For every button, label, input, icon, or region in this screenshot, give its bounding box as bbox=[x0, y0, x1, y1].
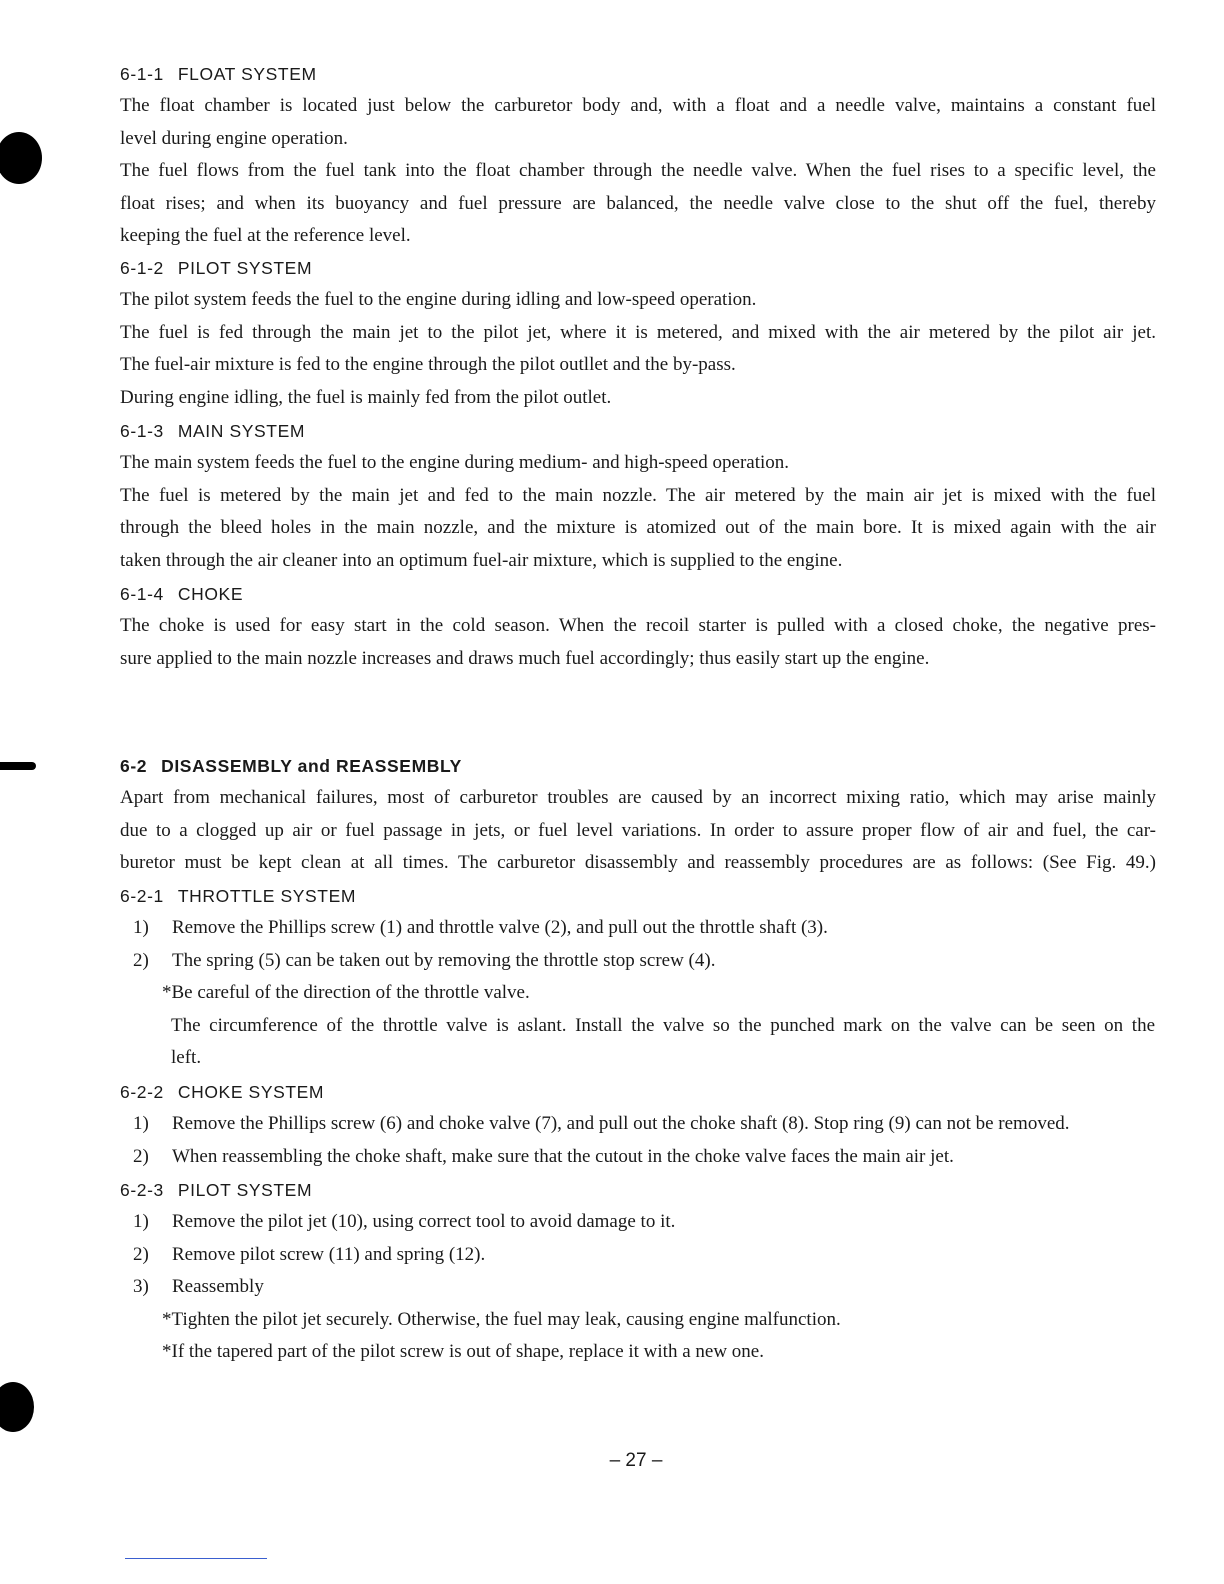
text-line: float rises; and when its buoyancy and fuel pressure are balanced, the needle valve close to the shut off the fuel, thereby bbox=[120, 192, 1156, 214]
paragraph-6-1-1 bbox=[120, 90, 1156, 253]
section-heading-6-2-2 bbox=[120, 1080, 324, 1104]
list-item bbox=[133, 1141, 954, 1174]
list-index: 2) bbox=[133, 1146, 149, 1167]
text-line: through the bleed holes in the main nozzle, and the mixture is atomized out of the main bore. It is mixed again with the air bbox=[120, 517, 1156, 539]
section-number: 6-1-2 bbox=[120, 258, 164, 278]
section-number: 6-2-1 bbox=[120, 886, 164, 906]
list-item bbox=[133, 1239, 485, 1272]
section-number: 6-1-1 bbox=[120, 64, 164, 84]
list-text: The spring (5) can be taken out by removing the throttle stop screw (4). bbox=[172, 950, 716, 971]
section-heading-6-1-3 bbox=[120, 419, 305, 443]
section-heading-6-2-1 bbox=[120, 884, 356, 908]
text-line: level during engine operation. bbox=[120, 127, 348, 149]
binder-hole-bottom bbox=[0, 1382, 34, 1432]
section-title: CHOKE SYSTEM bbox=[177, 1082, 325, 1102]
text-line: The float chamber is located just below the carburetor body and, with a float and a needle valve, maintains a constant fuel bbox=[120, 95, 1156, 116]
list-text: Remove the Phillips screw (1) and throttle valve (2), and pull out the throttle shaft (3). bbox=[172, 917, 828, 938]
section-heading-6-2 bbox=[120, 754, 462, 778]
list-index: 1) bbox=[133, 1211, 149, 1232]
text-line: buretor must be kept clean at all times. The carburetor disassembly and reassembly procedures are as follows: (See Fig. 49.) bbox=[120, 852, 1156, 874]
text-line: keeping the fuel at the reference level. bbox=[120, 225, 411, 247]
note-text: *If the tapered part of the pilot screw is out of shape, replace it with a new one. bbox=[162, 1341, 764, 1362]
list-text: Remove the Phillips screw (6) and choke valve (7), and pull out the choke shaft (8). Stop ring (9) can not be removed. bbox=[172, 1113, 1070, 1134]
list-index: 1) bbox=[133, 917, 149, 938]
list-text: Reassembly bbox=[172, 1276, 264, 1297]
list-text: Remove pilot screw (11) and spring (12). bbox=[172, 1244, 486, 1265]
text-line: The fuel-air mixture is fed to the engine through the pilot outllet and the by-pass. bbox=[120, 354, 736, 376]
section-title: THROTTLE SYSTEM bbox=[177, 886, 357, 906]
list-item bbox=[133, 1206, 675, 1239]
text-line: During engine idling, the fuel is mainly fed from the pilot outlet. bbox=[120, 386, 612, 408]
note-text: *Be careful of the direction of the throttle valve. bbox=[162, 982, 530, 1003]
text-line: taken through the air cleaner into an optimum fuel-air mixture, which is supplied to the engine. bbox=[120, 549, 843, 571]
section-heading-6-1-4 bbox=[120, 582, 243, 606]
paragraph-6-1-4 bbox=[120, 610, 1156, 675]
list-text: Remove the pilot jet (10), using correct tool to avoid damage to it. bbox=[172, 1211, 676, 1232]
list-item bbox=[133, 945, 715, 978]
section-number: 6-1-4 bbox=[120, 584, 164, 604]
section-title: DISASSEMBLY and REASSEMBLY bbox=[161, 756, 462, 776]
text-line: The fuel is fed through the main jet to the pilot jet, where it is metered, and mixed with the air metered by the pilot air jet. bbox=[120, 321, 1156, 343]
paragraph-6-2 bbox=[120, 782, 1156, 880]
section-heading-6-1-1 bbox=[120, 62, 317, 86]
text-line: The main system feeds the fuel to the engine during medium- and high-speed operation. bbox=[120, 452, 790, 473]
section-number: 6-2-2 bbox=[120, 1082, 164, 1102]
list-item bbox=[133, 1271, 264, 1304]
section-title: PILOT SYSTEM bbox=[177, 258, 313, 278]
note-text: *Tighten the pilot jet securely. Otherwise, the fuel may leak, causing engine malfunction. bbox=[162, 1309, 841, 1330]
page-number: – 27 – bbox=[609, 1450, 663, 1471]
section-title: MAIN SYSTEM bbox=[177, 421, 306, 441]
text-line: The fuel is metered by the main jet and fed to the main nozzle. The air metered by the main air jet is mixed with the fuel bbox=[120, 484, 1156, 506]
text-line: The pilot system feeds the fuel to the engine during idling and low-speed operation. bbox=[120, 289, 757, 310]
section-title: FLOAT SYSTEM bbox=[177, 64, 317, 84]
section-number: 6-2-3 bbox=[120, 1180, 164, 1200]
text-line: sure applied to the main nozzle increases and draws much fuel accordingly; thus easily start up the engine. bbox=[120, 647, 930, 669]
list-item bbox=[133, 912, 828, 945]
section-heading-6-2-3 bbox=[120, 1178, 312, 1202]
section-number: 6-2 bbox=[120, 756, 148, 776]
text-line: The choke is used for easy start in the cold season. When the recoil starter is pulled with a closed choke, the negative pres- bbox=[120, 615, 1156, 636]
list-index: 3) bbox=[133, 1276, 149, 1297]
margin-mark bbox=[0, 762, 36, 770]
text-line: The fuel flows from the fuel tank into the float chamber through the needle valve. When the fuel rises to a specific level, the bbox=[120, 160, 1156, 182]
text-line: due to a clogged up air or fuel passage in jets, or fuel level variations. In order to assure proper flow of air and fuel, the car- bbox=[120, 819, 1156, 841]
paragraph-6-1-3 bbox=[120, 447, 1156, 577]
list-item bbox=[133, 1108, 1070, 1141]
list-text: When reassembling the choke shaft, make sure that the cutout in the choke valve faces the main air jet. bbox=[172, 1146, 954, 1167]
section-title: PILOT SYSTEM bbox=[177, 1180, 313, 1200]
paragraph-6-1-2 bbox=[120, 284, 1156, 414]
section-title: CHOKE bbox=[177, 584, 244, 604]
note-text: left. bbox=[171, 1047, 202, 1068]
section-number: 6-1-3 bbox=[120, 421, 164, 441]
list-index: 1) bbox=[133, 1113, 149, 1134]
list-index: 2) bbox=[133, 950, 149, 971]
bottom-rule bbox=[125, 1558, 267, 1559]
binder-hole-top bbox=[0, 132, 42, 184]
note-text: The circumference of the throttle valve is aslant. Install the valve so the punched mark on the valve can be seen on the bbox=[171, 1015, 1155, 1036]
text-line: Apart from mechanical failures, most of carburetor troubles are caused by an incorrect mixing ratio, which may arise mainly bbox=[120, 787, 1156, 808]
list-index: 2) bbox=[133, 1244, 149, 1265]
section-heading-6-1-2 bbox=[120, 256, 312, 280]
